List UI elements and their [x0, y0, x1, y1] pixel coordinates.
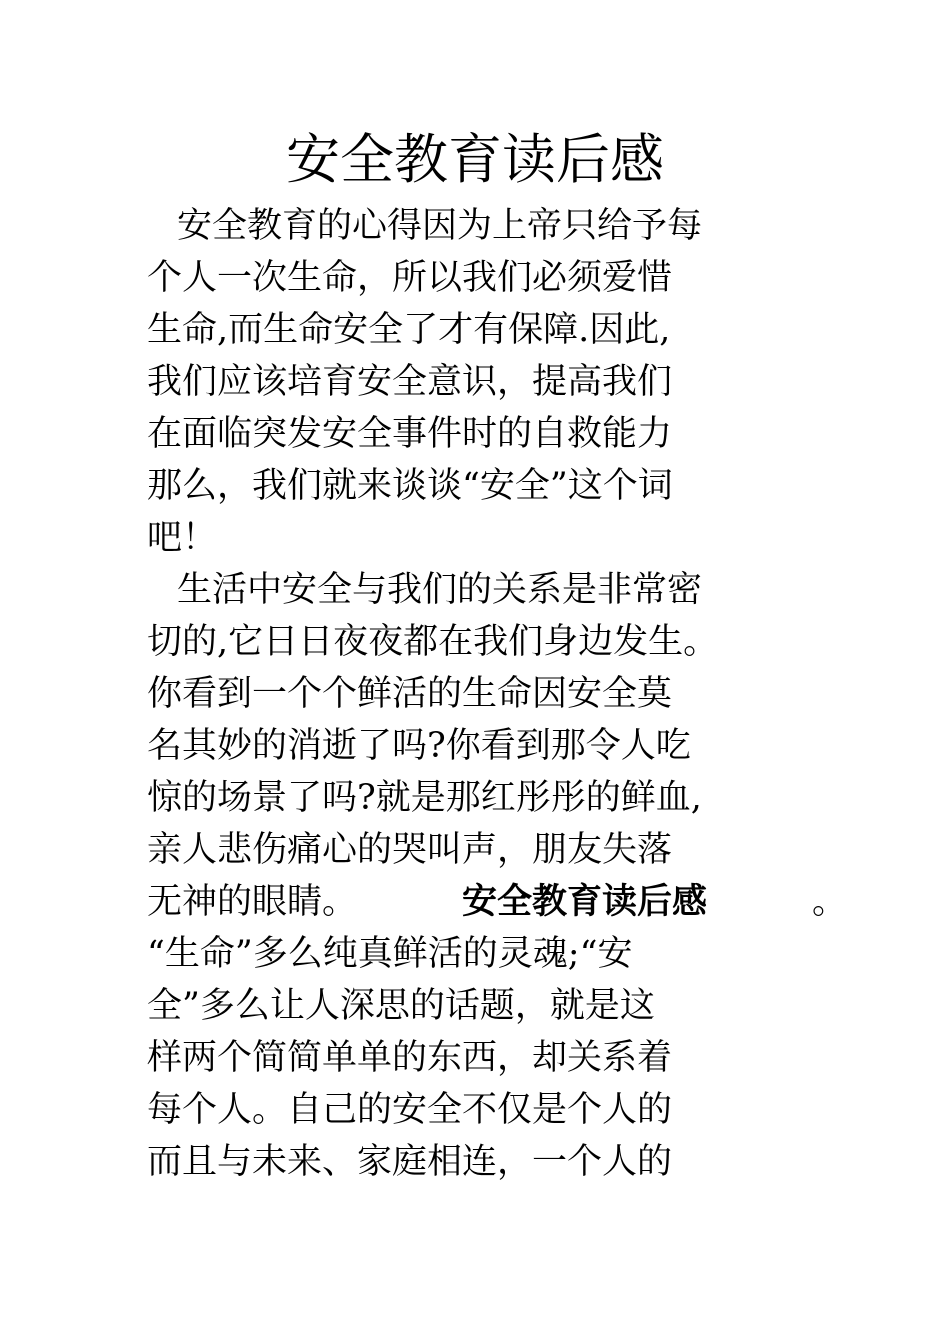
paragraph-2-line-5: 惊的场景了吗?就是那红彤彤的鲜血, [147, 778, 702, 818]
paragraph-1-line-4: 我们应该培育安全意识，提高我们 [147, 362, 673, 402]
paragraph-2-line-11: 每个人。自己的安全不仅是个人的 [147, 1090, 673, 1130]
paragraph-2-line-3: 你看到一个个鲜活的生命因安全莫 [147, 674, 673, 714]
paragraph-2-line-12: 而且与未来、家庭相连，一个人的 [147, 1142, 673, 1182]
paragraph-1-line-6: 那么，我们就来谈谈“安全”这个词 [147, 466, 673, 506]
paragraph-2-line-2: 切的,它日日夜夜都在我们身边发生。 [147, 622, 719, 662]
paragraph-2-line-7: 无神的眼睛。 安全教育读后感 。 [147, 876, 847, 928]
paragraph-1-line-7: 吧！ [147, 518, 218, 558]
paragraph-2-line-10: 样两个简简单单的东西，却关系着 [147, 1038, 673, 1078]
paragraph-1-line-3: 生命,而生命安全了才有保障.因此, [147, 310, 671, 350]
document-title: 安全教育读后感 [286, 128, 664, 191]
paragraph-1-line-5: 在面临突发安全事件时的自救能力 [147, 414, 673, 454]
paragraph-2-line-9: 全”多么让人深思的话题，就是这 [147, 986, 655, 1026]
paragraph-1-line-2: 个人一次生命，所以我们必须爱惜 [147, 258, 673, 298]
paragraph-2-line-6: 亲人悲伤痛心的哭叫声，朋友失落 [147, 830, 673, 870]
paragraph-2-line-8: “生命”多么纯真鲜活的灵魂;“安 [147, 934, 633, 974]
inline-bold-title: 安全教育读后感 [461, 881, 707, 922]
paragraph-1-line-1: 安全教育的心得因为上帝只给予每 [177, 206, 703, 246]
paragraph-2-line-1: 生活中安全与我们的关系是非常密 [177, 570, 703, 610]
paragraph-2-line-4: 名其妙的消逝了吗?你看到那令人吃 [147, 726, 691, 766]
